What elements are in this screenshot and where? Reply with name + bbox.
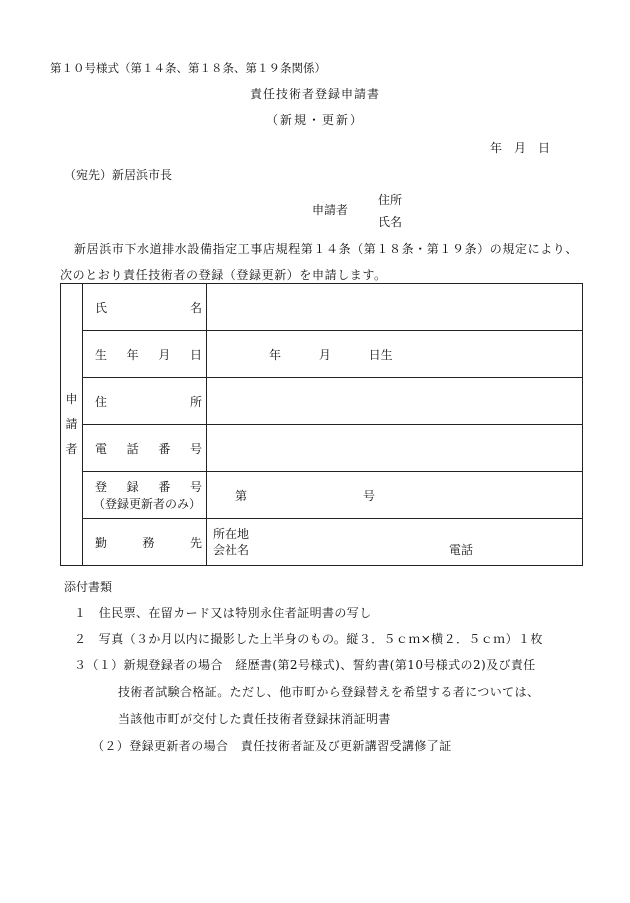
workplace-location-label: 所在地 bbox=[213, 527, 250, 541]
registration-suffix: 号 bbox=[363, 488, 376, 503]
attachment-item-2: ２ 写真（３か月以内に撮影した上半身のもの。縦３．５ｃｍ×横２．５ｃｍ）１枚 bbox=[74, 632, 543, 646]
registration-number-field[interactable] bbox=[207, 472, 583, 519]
applicant-name-label: 氏名 bbox=[378, 215, 403, 229]
phone-field[interactable] bbox=[207, 425, 583, 472]
address-field[interactable] bbox=[207, 378, 583, 425]
phone-row-label: 電 話 番 号 bbox=[83, 425, 207, 472]
date-line: 年 月 日 bbox=[489, 141, 550, 155]
workplace-company-label: 会社名 bbox=[213, 543, 250, 557]
form-number: 第１０号様式（第１４条、第１８条、第１９条関係） bbox=[50, 61, 326, 75]
attachments-title: 添付書類 bbox=[64, 580, 113, 594]
dob-row-label: 生 年 月 日 bbox=[83, 331, 207, 378]
document-title: 責任技術者登録申請書 bbox=[249, 87, 380, 101]
attachment-item-3-line-3: 当該他市町が交付した責任技術者登録抹消証明書 bbox=[118, 712, 391, 726]
name-row-label: 氏 名 bbox=[83, 284, 207, 331]
name-field[interactable] bbox=[207, 284, 583, 331]
document-subtitle: （新規・更新） bbox=[265, 113, 364, 127]
intro-text: 新居浜市下水道排水設備指定工事店規程第１４条（第１８条・第１９条）の規定により、次のとおり責任技術者の登録（登録更新）を申請します。 bbox=[60, 242, 579, 282]
attachment-item-3-line-2: 技術者試験合格証。ただし、他市町から登録替えを希望する者については、 bbox=[118, 685, 540, 699]
registration-prefix: 第 bbox=[235, 488, 248, 503]
attachment-item-4: （２）登録更新者の場合 責任技術者証及び更新講習受講修了証 bbox=[92, 739, 452, 753]
applicant-side-label: 申 請 者 bbox=[61, 284, 83, 566]
registration-note: （登録更新者のみ） bbox=[93, 497, 202, 511]
address-row-label: 住 所 bbox=[83, 378, 207, 425]
workplace-field[interactable] bbox=[207, 519, 583, 566]
attachment-item-3: ３（１）新規登録者の場合 経歴書(第2号様式)、誓約書(第10号様式の2)及び責任 bbox=[74, 658, 536, 672]
applicant-label: 申請者 bbox=[312, 203, 349, 217]
workplace-row-label: 勤 務 先 bbox=[83, 519, 207, 566]
workplace-phone-label: 電話 bbox=[449, 543, 474, 557]
dob-field[interactable]: 年 月 日生 bbox=[207, 331, 583, 378]
attachment-item-1: １ 住民票、在留カード又は特別永住者証明書の写し bbox=[74, 606, 372, 620]
applicant-address-label: 住所 bbox=[378, 193, 403, 207]
registration-row-label: 登 録 番 号 （登録更新者のみ） bbox=[83, 472, 207, 519]
application-table bbox=[60, 283, 583, 566]
addressee: （宛先）新居浜市長 bbox=[64, 168, 173, 182]
